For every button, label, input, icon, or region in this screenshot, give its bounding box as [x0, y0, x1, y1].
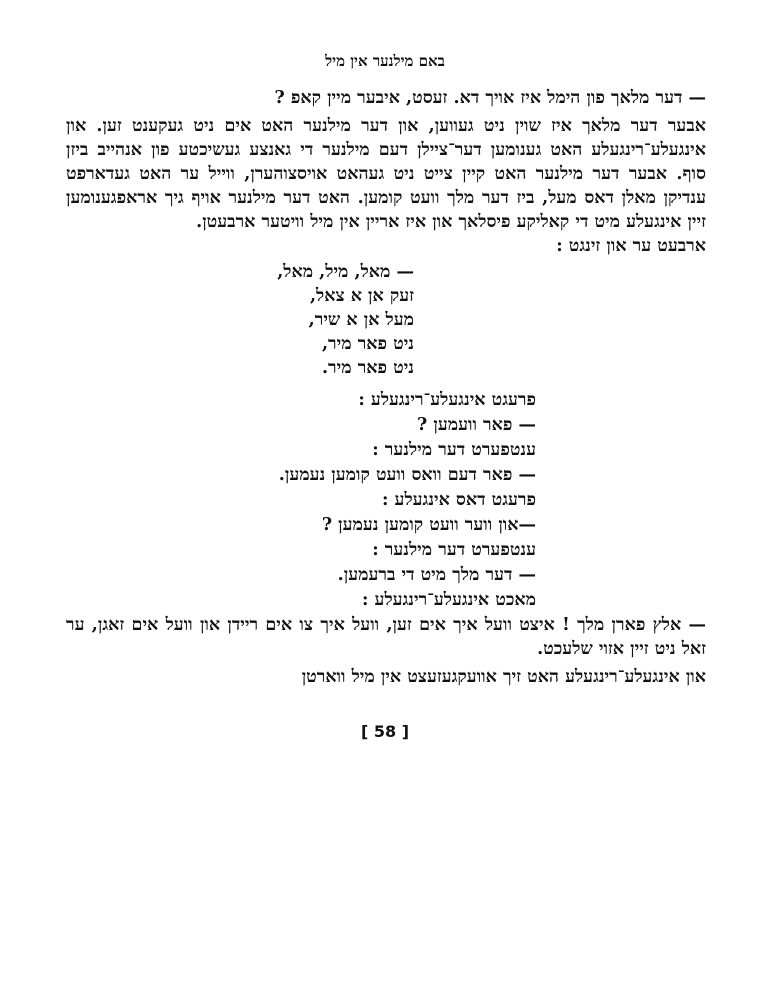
dialogue-block — [66, 388, 706, 613]
dialogue-line: — פאר וועמען ? — [417, 415, 536, 435]
dialogue-line: — דער מלך מיט די ברעמען. — [337, 565, 536, 585]
verse-line: ניט פאר מיר. — [321, 358, 414, 378]
dialogue-line: פרעגט דאס אינגעלע : — [382, 490, 536, 510]
song-verse — [66, 260, 706, 380]
dialogue-line: ענטפערט דער מילנער : — [372, 440, 536, 460]
dialogue-line: ענטפערט דער מילנער : — [372, 540, 536, 560]
dialogue-line: מאכט אינגעלע־רינגעלע : — [361, 590, 536, 610]
work-line: ארבעט ער און זינגט : — [556, 236, 706, 256]
page-number: [ 58 ] — [360, 722, 410, 741]
closing-paragraph-2: און אינגעלע־רינגעלע האט זיך אוועקגעזעצט אין מיל ווארטן — [301, 667, 706, 687]
verse-line: — מאל, מיל, מאל, — [277, 262, 414, 282]
verse-line: מעל אן א שיר, — [308, 310, 414, 330]
dialogue-line: — פאר דעם וואס וועט קומען נעמען. — [278, 465, 536, 485]
dialogue-line: פרעגט אינגעלע־רינגעלע : — [358, 390, 536, 410]
body-text — [66, 86, 706, 689]
verse-line: ניט פאר מיר, — [321, 334, 414, 354]
paragraph-1: אבער דער מלאך איז שוין ניט געווען, און דער מילנער האט אים ניט געקענט זען. און אינגעלע־רינגעלע האט גענומען דער־ציילן דעם מילנער די גאנצע געשיכטע פון אנהייב ביזן סוף. אבער דער מילנער האט קיין צייט ניט געהאט אויסצוהערן, ווייל ער האט געדארפט ענדיקן מאלן דאס מעל, ביז דער מלך וועט קומען. האט דער מילנער אויף גיך אראפגענומען זיין אינגעלע מיט די קאליקע פיסלאך און איז אריין אין מיל וויטער ארבעטן. — [66, 116, 706, 232]
verse-line: זעק אן א צאל, — [309, 286, 414, 306]
closing-paragraph-1: — אלץ פארן מלך ! איצט וועל איך אים זען, וועל איך צו אים ריידן און וועל אים זאגן, ער זאל ניט זיין אזוי שלעכט. — [66, 615, 706, 659]
opening-line: — דער מלאך פון הימל איז אויך דא. זעסט, איבער מיין קאפ ? — [274, 88, 706, 108]
running-header: באם מילנער אין מיל — [325, 52, 445, 70]
dialogue-line: —און ווער וועט קומען נעמען ? — [321, 515, 536, 535]
